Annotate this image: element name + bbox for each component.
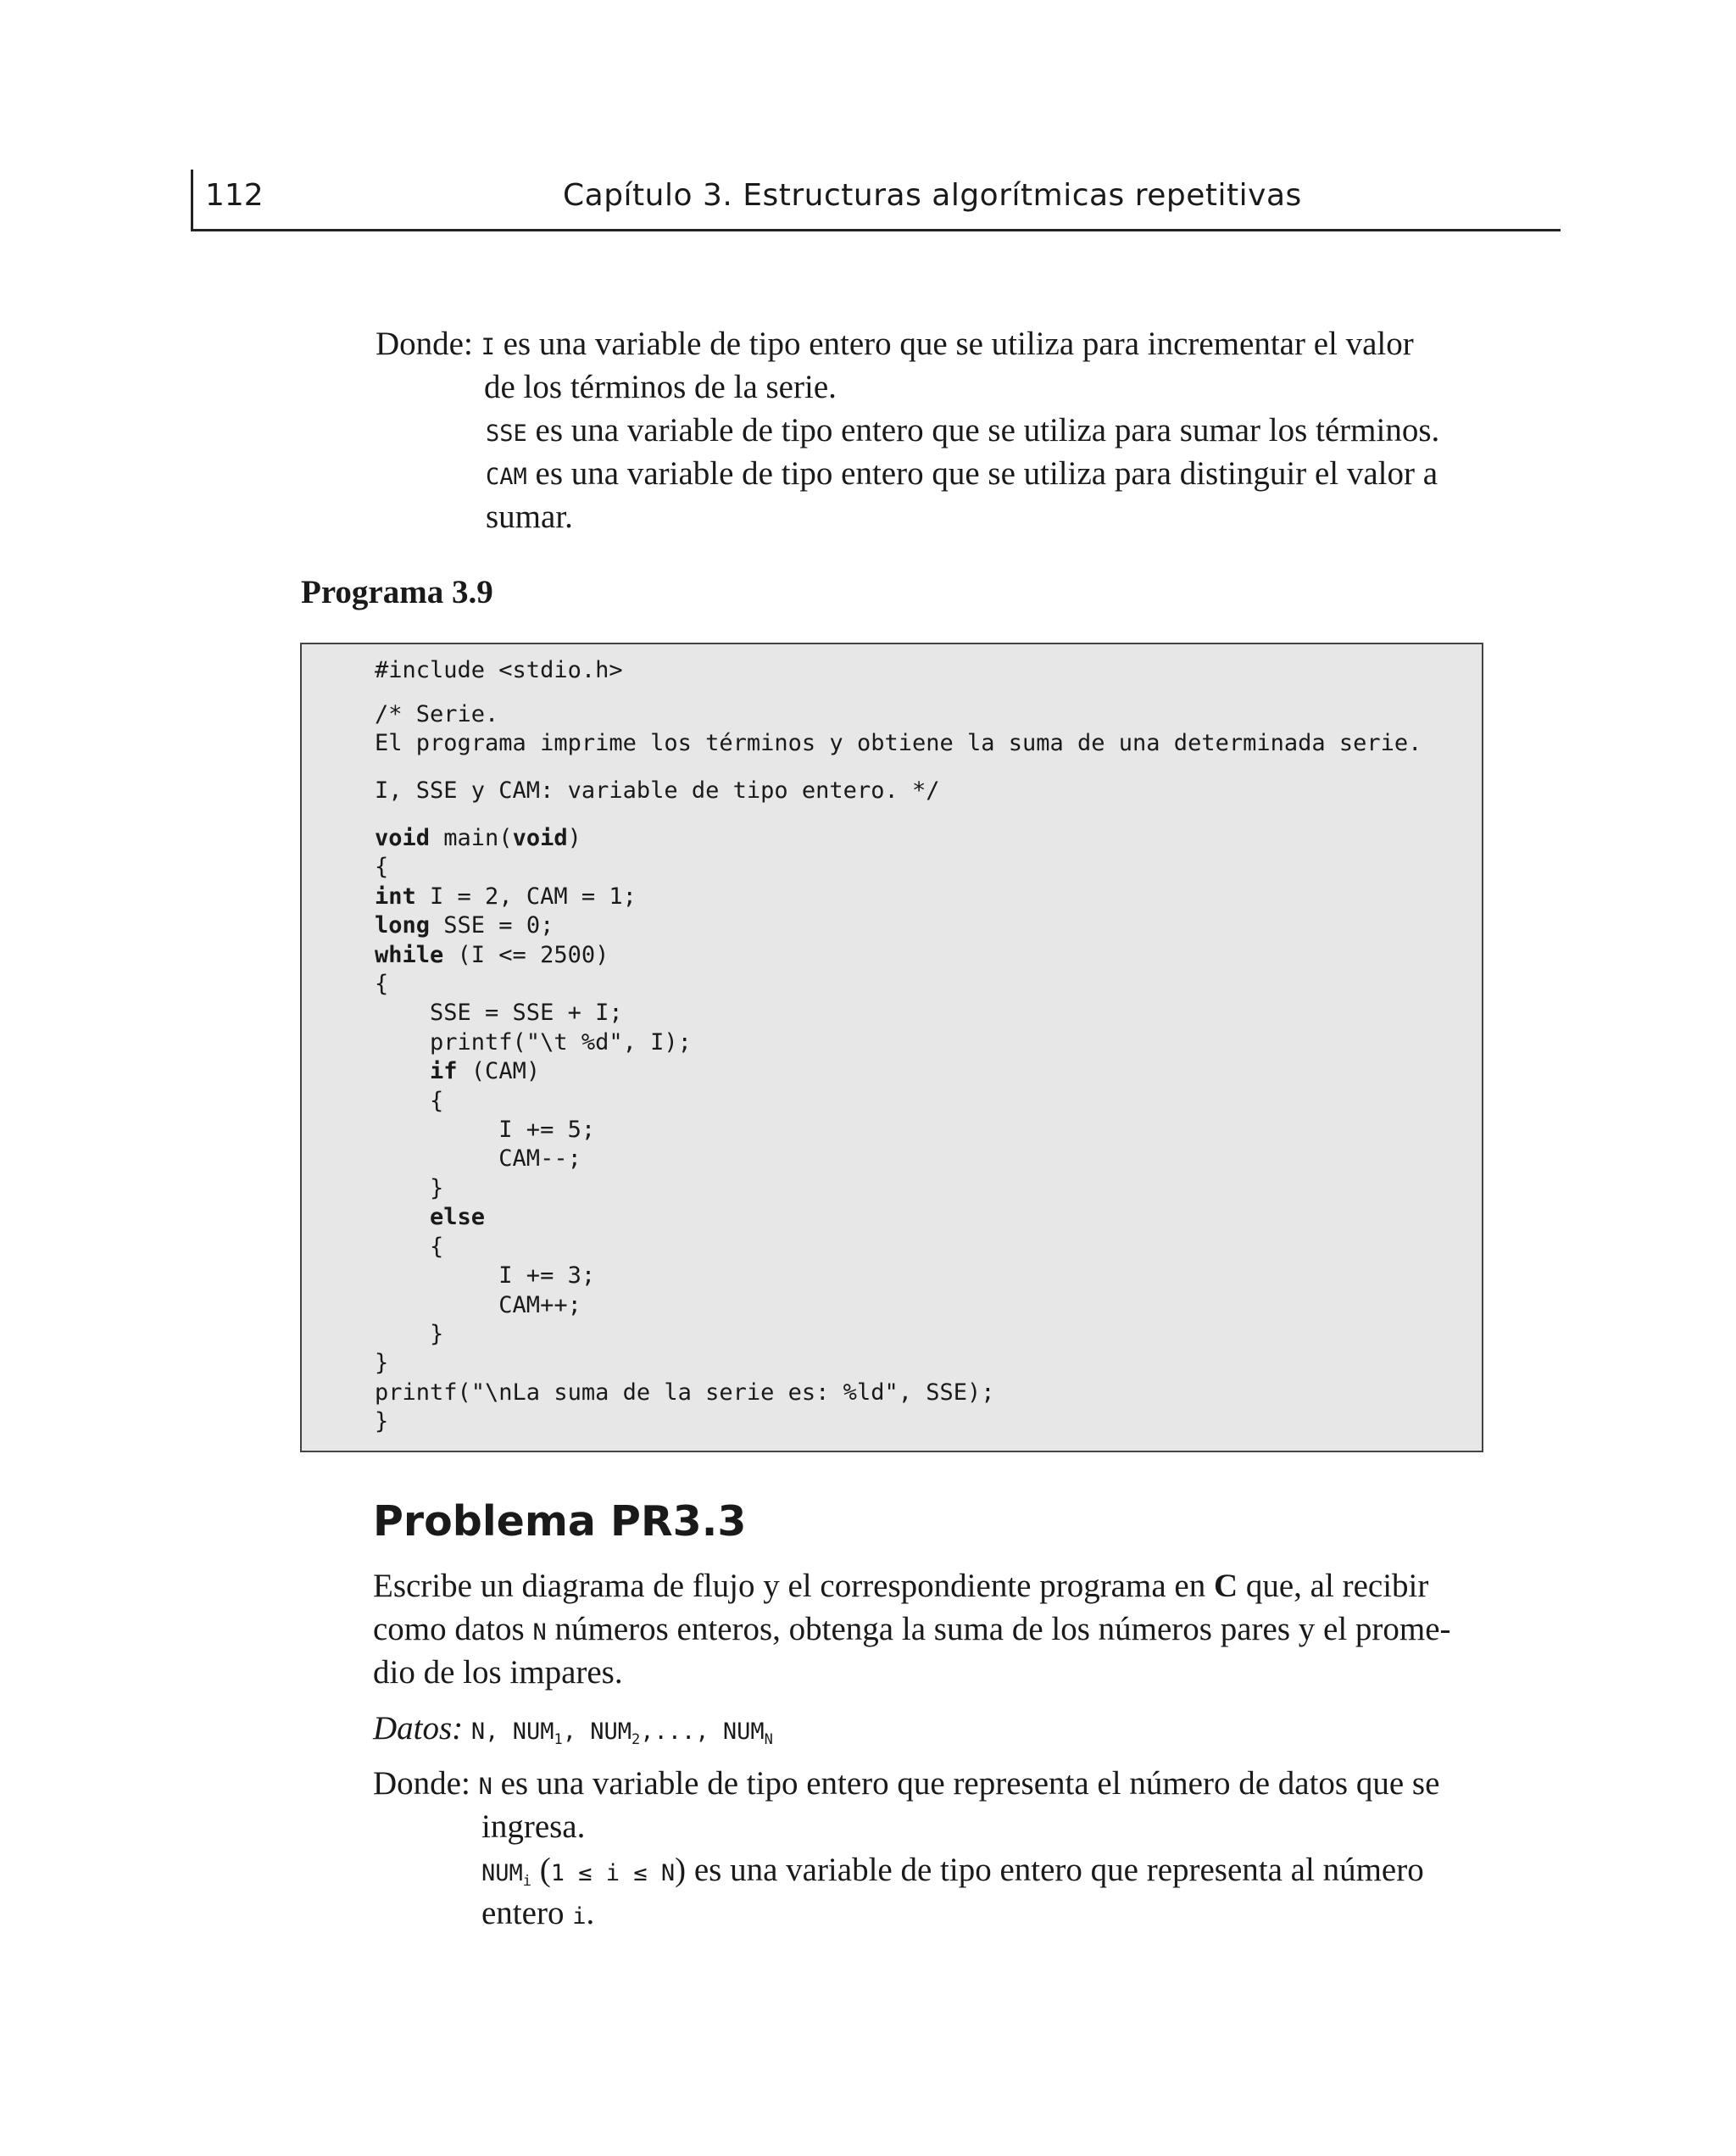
code-listing (300, 643, 1483, 1452)
donde-label: Donde: (376, 326, 473, 362)
program-title: Programa 3.9 (301, 574, 493, 610)
var-i: I (481, 334, 495, 360)
page-header (191, 170, 1561, 231)
desc-line-3: es una variable de tipo entero que se utiliza para sumar los términos. (526, 412, 1440, 448)
datos-label: Datos: (373, 1710, 464, 1747)
code-comment-end: I, SSE y CAM: variable de tipo entero. */ (375, 777, 940, 804)
donde-label-2: Donde: (373, 1765, 470, 1802)
page-number: 112 (205, 178, 264, 213)
code-comment-line-1: /* Serie. (375, 701, 499, 727)
desc-line-4: es una variable de tipo entero que se utiliza para distinguir el valor a (526, 455, 1438, 492)
desc-line-5: sumar. (486, 499, 573, 535)
code-include: #include <stdio.h> (375, 657, 623, 683)
code-comment-line-2: El programa imprime los términos y obtiene la suma de una determinada serie. (375, 730, 1422, 756)
var-sse: SSE (486, 421, 527, 447)
problem-title: Problema PR3.3 (373, 1497, 747, 1546)
datos-line: Datos: N, $NUM_1$, $NUM_2$,..., $NUM_N$ (373, 1710, 773, 1748)
desc-line-2: de los términos de la serie. (484, 369, 837, 405)
var-cam: CAM (486, 464, 527, 490)
code-body: void main(void) { int I = 2, CAM = 1; long SSE = 0; while (I <= 2500) { SSE = SSE + I; printf("\t %d", I); if (CAM) { I += 5; CAM--; } else { I += 3; CAM++; } } printf("\nLa suma de la serie es: %ld", SSE); } (375, 825, 995, 1435)
var-n: N (532, 1619, 547, 1646)
language-c: C (1213, 1568, 1238, 1604)
desc-line-1: es una variable de tipo entero que se utiliza para incrementar el valor (494, 326, 1414, 362)
running-title: Capítulo 3. Estructuras algorítmicas repetitivas (563, 178, 1302, 213)
